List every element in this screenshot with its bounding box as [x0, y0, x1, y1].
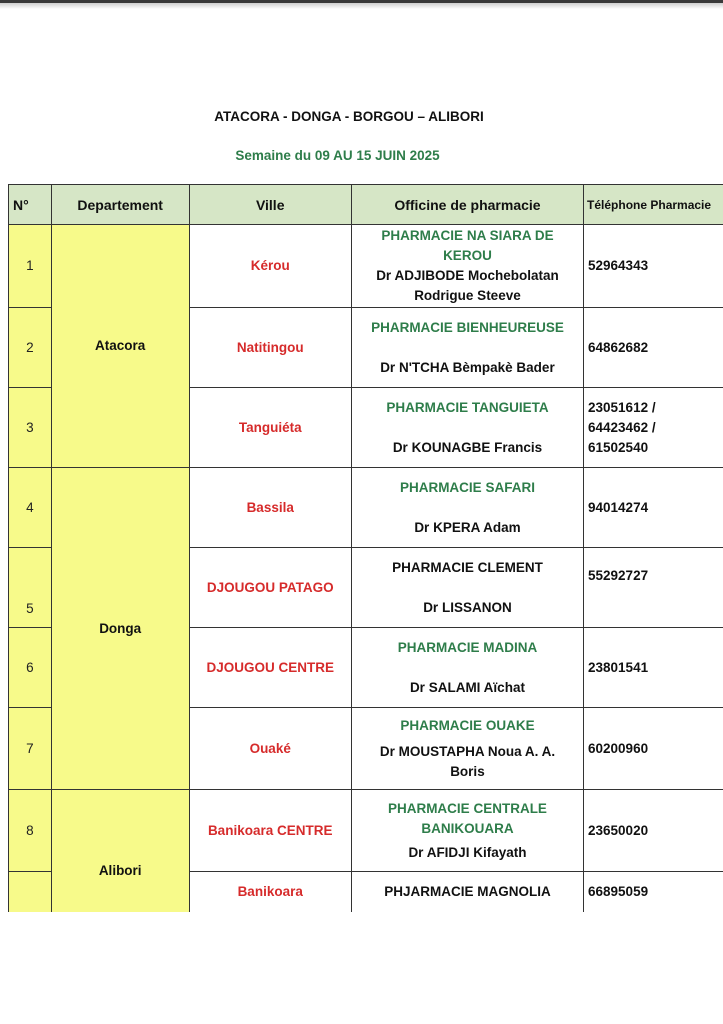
- pharmacist-name: Dr KPERA Adam: [414, 519, 521, 535]
- pharmacist-name-cont: Boris: [450, 763, 485, 779]
- city-cell: Banikoara CENTRE: [189, 790, 351, 872]
- table-row: [9, 790, 723, 872]
- pharmacy-name-cont: KEROU: [443, 248, 492, 263]
- pharmacy-cell: [351, 628, 583, 708]
- row-number: 2: [9, 308, 52, 388]
- top-shadow: [0, 3, 723, 9]
- city-cell: Bassila: [189, 468, 351, 548]
- city-cell: DJOUGOU PATAGO: [189, 548, 351, 628]
- week-subtitle: Semaine du 09 AU 15 JUIN 2025: [235, 148, 440, 163]
- city-cell: Ouaké: [189, 708, 351, 790]
- table-row: [9, 225, 723, 308]
- pharmacist-name: Dr KOUNAGBE Francis: [392, 439, 543, 455]
- city-cell: Tanguiéta: [189, 388, 351, 468]
- pharmacy-name: PHARMACIE NA SIARA DE: [381, 228, 554, 243]
- phone-cell: [584, 388, 723, 468]
- pharmacist-name-cont: Rodrigue Steeve: [414, 288, 521, 303]
- department-cell: Atacora: [51, 225, 189, 468]
- row-number: 7: [9, 708, 52, 790]
- pharmacy-name: PHARMACIE CENTRALE: [387, 800, 547, 816]
- department-cell: Alibori: [51, 790, 189, 952]
- pharmacy-cell: [351, 790, 583, 872]
- phone-cell: 94014274: [584, 468, 723, 548]
- pharmacy-name: PHARMACIE TANGUIETA: [386, 399, 549, 415]
- document-title: ATACORA - DONGA - BORGOU – ALIBORI: [214, 109, 484, 124]
- phone-number: 23051612 /: [588, 399, 656, 415]
- pharmacy-cell: [351, 708, 583, 790]
- pharmacy-name: PHARMACIE MADINA: [397, 639, 538, 655]
- phone-cell: 23801541: [584, 628, 723, 708]
- pharmacy-cell: [351, 388, 583, 468]
- pharmacist-name: Dr MOUSTAPHA Noua A. A.: [379, 743, 556, 759]
- pharmacy-cell: [351, 308, 583, 388]
- city-cell: DJOUGOU CENTRE: [189, 628, 351, 708]
- col-header-pharmacy: Officine de pharmacie: [351, 185, 583, 225]
- pharmacy-duty-table: [8, 184, 723, 952]
- col-header-city: Ville: [189, 185, 351, 225]
- pharmacy-name: PHJARMACIE MAGNOLIA: [384, 884, 551, 899]
- table-row: [9, 468, 723, 548]
- pharmacist-name: Dr ADJIBODE Mochebolatan: [376, 268, 559, 283]
- pharmacy-name: PHARMACIE SAFARI: [399, 479, 535, 495]
- pharmacist-name: Dr AFIDJI Kifayath: [408, 844, 527, 860]
- row-number: 4: [9, 468, 52, 548]
- col-header-number: N°: [9, 185, 52, 225]
- phone-cell: 52964343: [584, 225, 723, 308]
- city-cell: Banikoara: [189, 872, 351, 952]
- row-number: 1: [9, 225, 52, 308]
- pharmacy-name-cont: BANIKOUARA: [421, 820, 514, 836]
- col-header-phone: Téléphone Pharmacie: [584, 185, 723, 225]
- phone-number: 61502540: [588, 439, 649, 455]
- pharmacist-name: Dr SALAMI Aïchat: [409, 679, 525, 695]
- phone-cell: 66895059: [584, 872, 723, 952]
- pharmacy-cell: [351, 468, 583, 548]
- city-cell: Kérou: [189, 225, 351, 308]
- phone-cell: 64862682: [584, 308, 723, 388]
- pharmacist-name: Dr LISSANON: [423, 599, 512, 615]
- phone-number: 64423462 /: [588, 419, 656, 435]
- pharmacy-name: PHARMACIE OUAKE: [400, 717, 535, 733]
- phone-cell: 60200960: [584, 708, 723, 790]
- phone-cell: 23650020: [584, 790, 723, 872]
- pharmacist-name: Dr N'TCHA Bèmpakè Bader: [380, 359, 555, 375]
- city-cell: Natitingou: [189, 308, 351, 388]
- col-header-department: Departement: [51, 185, 189, 225]
- phone-cell: 55292727: [584, 548, 723, 628]
- row-number: 6: [9, 628, 52, 708]
- row-number: 3: [9, 388, 52, 468]
- page-bottom-blank: [0, 912, 723, 1024]
- row-number: 5: [9, 548, 52, 628]
- pharmacy-cell: [351, 548, 583, 628]
- pharmacy-name: PHARMACIE BIENHEUREUSE: [371, 319, 564, 335]
- table-header-row: [9, 185, 723, 225]
- pharmacy-name: PHARMACIE CLEMENT: [392, 559, 543, 575]
- department-cell: Donga: [51, 468, 189, 790]
- pharmacy-cell: [351, 225, 583, 308]
- row-number: 8: [9, 790, 52, 872]
